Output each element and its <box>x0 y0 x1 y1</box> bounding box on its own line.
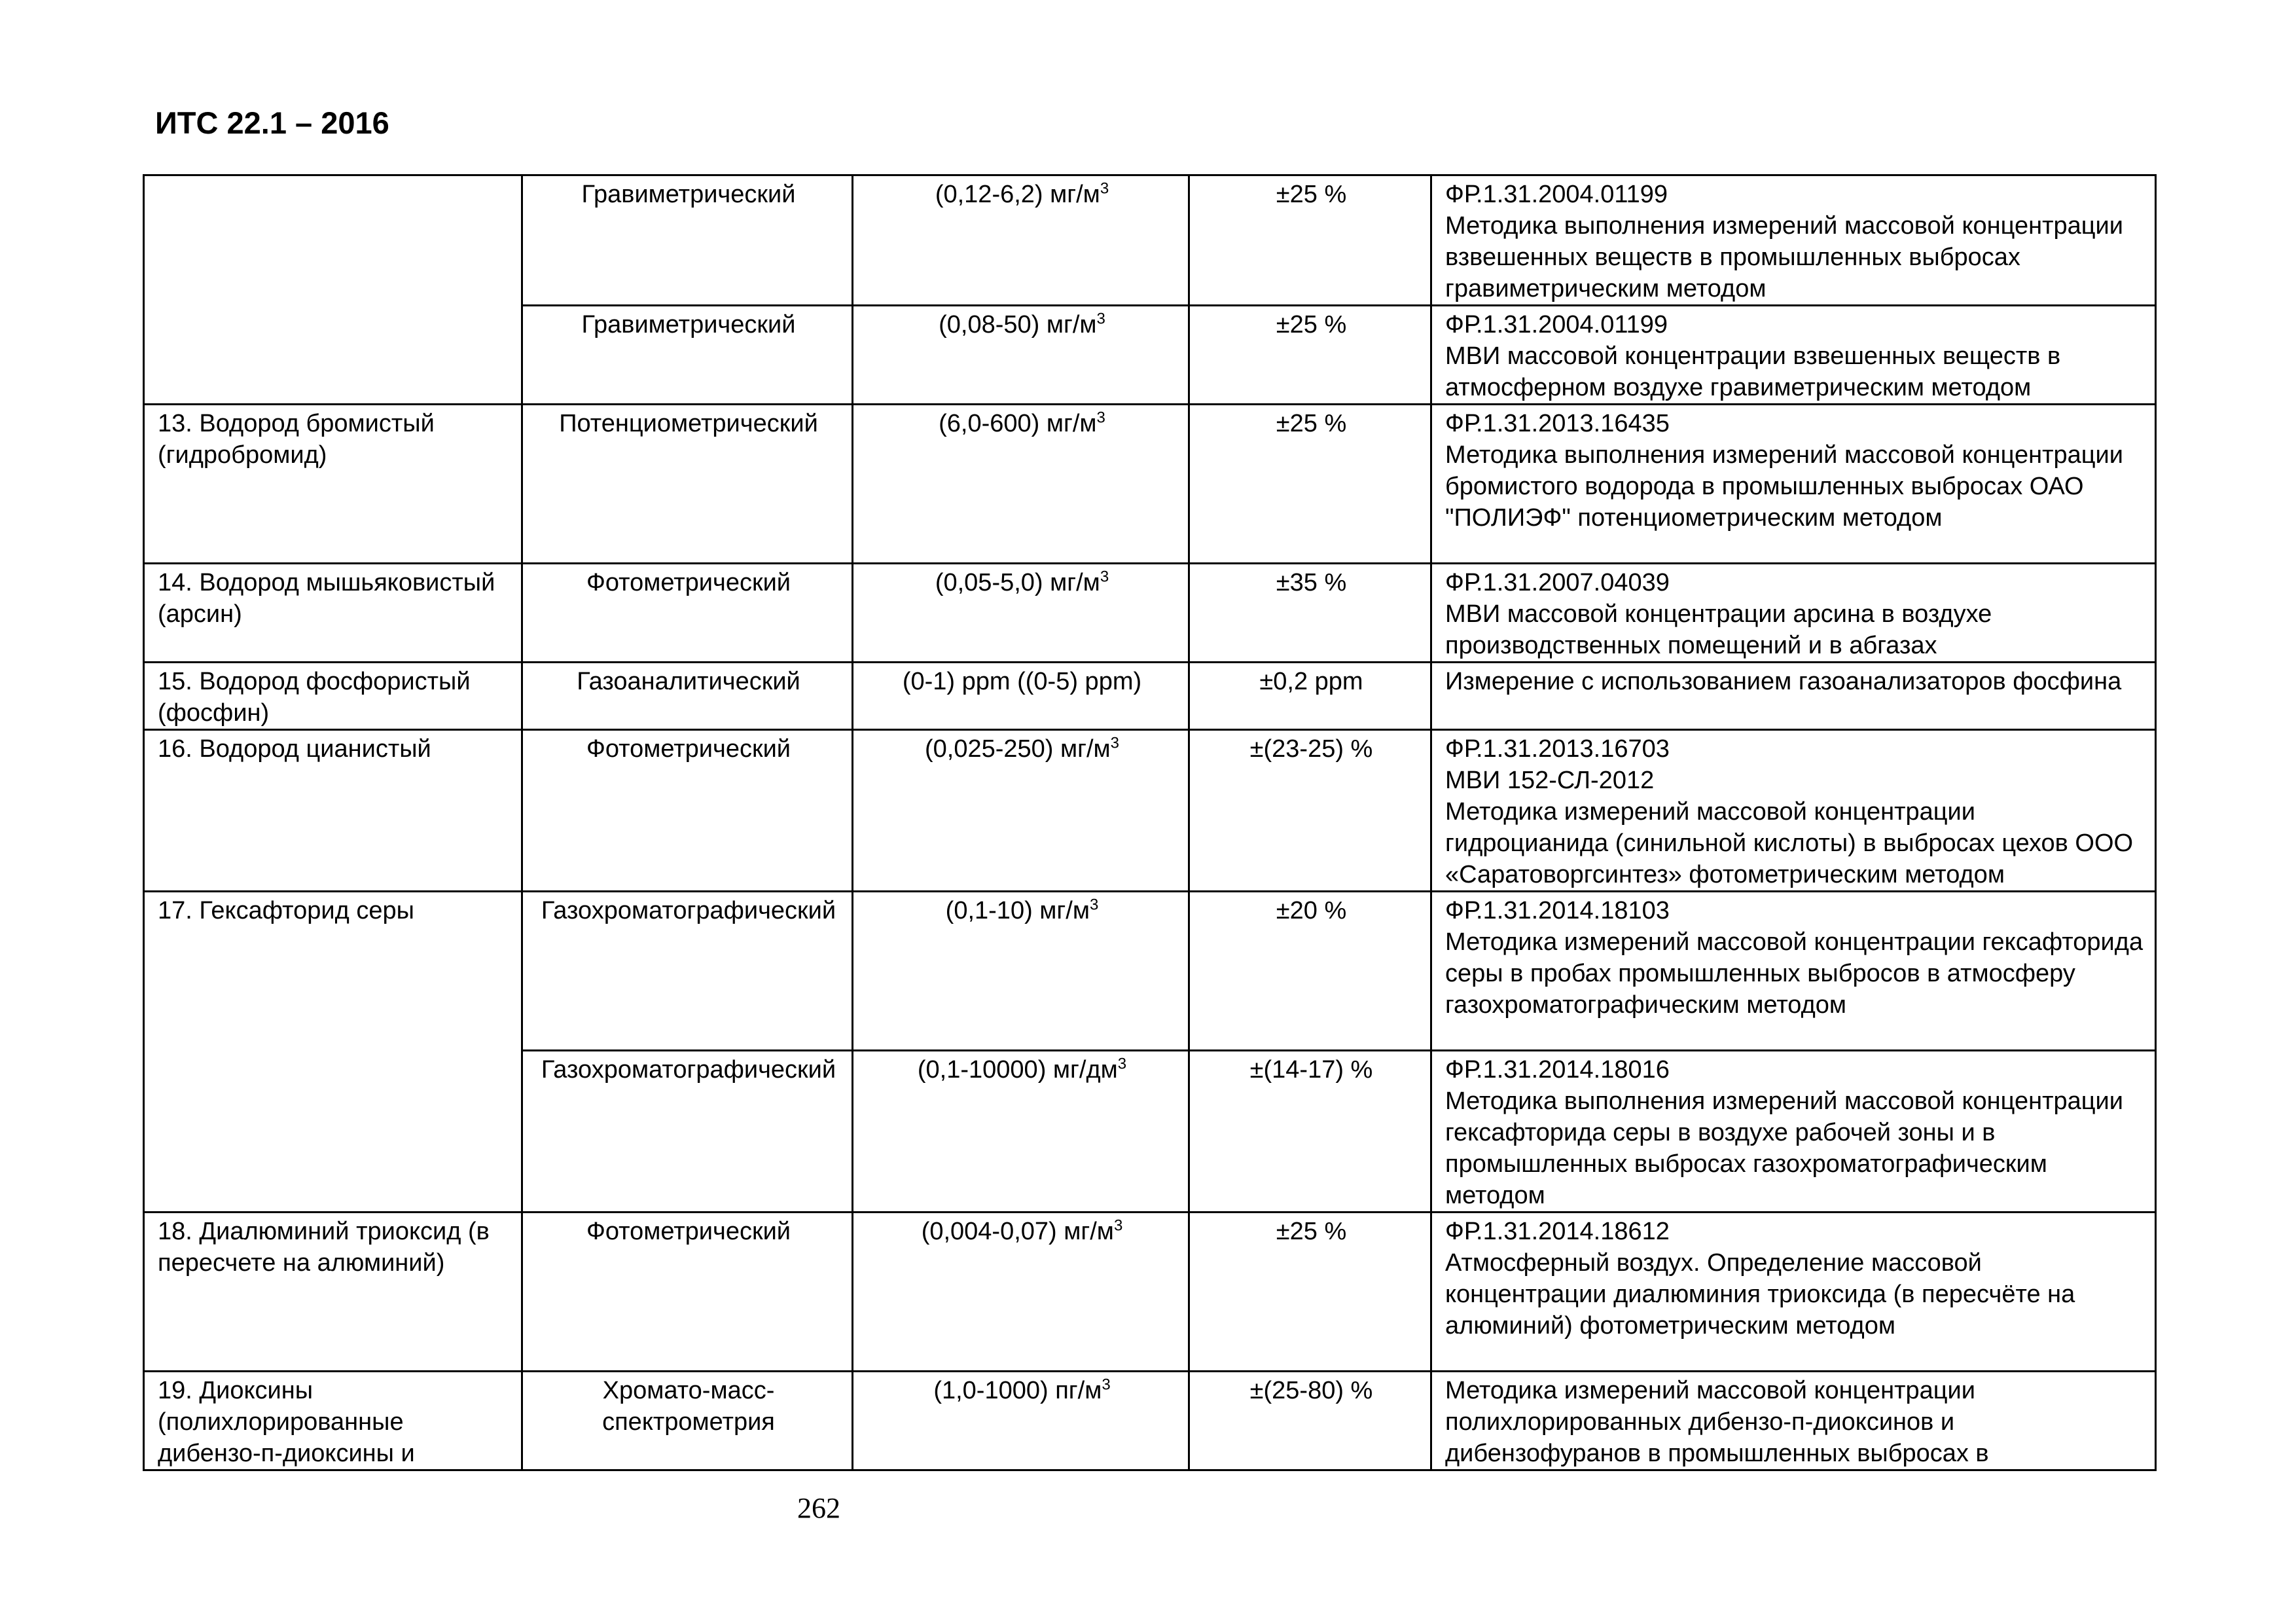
range-cell: (0,12-6,2) $мг/м^3$ <box>853 175 1189 306</box>
reference-cell: ФР.1.31.2014.18016 Методика выполнения измерений массовой концентрации гексафторида серы в воздухе рабочей зоны и в промышленных выбросах газохроматографическим методом <box>1431 1051 2156 1213</box>
range-cell: (0,1-10) $мг/м^3$ <box>853 892 1189 1051</box>
table-row <box>144 175 2156 306</box>
reference-cell: ФР.1.31.2007.04039 МВИ массовой концентрации арсина в воздухе производственных помещений и в абгазах <box>1431 564 2156 663</box>
range-cell: (0,004-0,07) $мг/м^3$ <box>853 1213 1189 1372</box>
reference-cell: ФР.1.31.2004.01199 Методика выполнения измерений массовой концентрации взвешенных веществ в промышленных выбросах гравиметрическим методом <box>1431 175 2156 306</box>
method-cell: Газоаналитический <box>522 663 853 730</box>
table-row <box>144 730 2156 892</box>
error-cell: ±0,2 ppm <box>1189 663 1431 730</box>
reference-cell: ФР.1.31.2014.18612 Атмосферный воздух. Определение массовой концентрации диалюминия триоксида (в пересчёте на алюминий) фотометрическим методом <box>1431 1213 2156 1372</box>
table-row <box>144 564 2156 663</box>
error-cell: ±(14-17) % <box>1189 1051 1431 1213</box>
substance-cell: 18. Диалюминий триоксид (в пересчете на алюминий) <box>144 1213 522 1372</box>
substance-cell: 15. Водород фосфористый (фосфин) <box>144 663 522 730</box>
range-cell: (0,1-10000) $мг/дм^3$ <box>853 1051 1189 1213</box>
error-cell: ±25 % <box>1189 306 1431 405</box>
error-cell: ±(25-80) % <box>1189 1372 1431 1470</box>
range-cell: (0-1) ppm ((0-5) ppm) <box>853 663 1189 730</box>
table-row <box>144 892 2156 1051</box>
range-cell: (0,08-50) $мг/м^3$ <box>853 306 1189 405</box>
page-number: 262 <box>797 1492 840 1524</box>
method-cell: Гравиметрический <box>522 306 853 405</box>
reference-cell: Методика измерений массовой концентрации полихлорированных дибензо-п-диоксинов и дибензофуранов в промышленных выбросах в <box>1431 1372 2156 1470</box>
document-header: ИТС 22.1 – 2016 <box>155 105 389 140</box>
range-cell: (0,05-5,0) $мг/м^3$ <box>853 564 1189 663</box>
method-cell: Гравиметрический <box>522 175 853 306</box>
substance-cell <box>144 175 522 405</box>
error-cell: ±35 % <box>1189 564 1431 663</box>
error-cell: ±25 % <box>1189 1213 1431 1372</box>
substance-cell: 13. Водород бромистый (гидробромид) <box>144 405 522 564</box>
range-cell: (6,0-600) $мг/м^3$ <box>853 405 1189 564</box>
measurement-methods-table <box>143 174 2157 1471</box>
range-cell: (0,025-250) $мг/м^3$ <box>853 730 1189 892</box>
table-row <box>144 405 2156 564</box>
reference-cell: ФР.1.31.2013.16435 Методика выполнения измерений массовой концентрации бромистого водорода в промышленных выбросах ОАО "ПОЛИЭФ" потенциометрическим методом <box>1431 405 2156 564</box>
table-row <box>144 1372 2156 1470</box>
substance-cell: 16. Водород цианистый <box>144 730 522 892</box>
reference-cell: ФР.1.31.2013.16703 МВИ 152-СЛ-2012 Методика измерений массовой концентрации гидроцианида (синильной кислоты) в выбросах цехов ООО «Саратоворгсинтез» фотометрическим методом <box>1431 730 2156 892</box>
method-cell: Фотометрический <box>522 730 853 892</box>
reference-cell: ФР.1.31.2004.01199 МВИ массовой концентрации взвешенных веществ в атмосферном воздухе гравиметрическим методом <box>1431 306 2156 405</box>
substance-cell: 14. Водород мышьяковистый (арсин) <box>144 564 522 663</box>
error-cell: ±20 % <box>1189 892 1431 1051</box>
method-cell: Фотометрический <box>522 564 853 663</box>
error-cell: ±25 % <box>1189 405 1431 564</box>
substance-cell: 17. Гексафторид серы <box>144 892 522 1213</box>
method-cell: Газохроматографический <box>522 892 853 1051</box>
reference-cell: Измерение с использованием газоанализаторов фосфина <box>1431 663 2156 730</box>
error-cell: ±(23-25) % <box>1189 730 1431 892</box>
table-row <box>144 663 2156 730</box>
range-cell: (1,0-1000) $пг/м^3$ <box>853 1372 1189 1470</box>
method-cell: Потенциометрический <box>522 405 853 564</box>
method-cell: Хромато-масс-спектрометрия <box>522 1372 853 1470</box>
table-row <box>144 1213 2156 1372</box>
substance-cell: 19. Диоксины (полихлорированные дибензо-п-диоксины и <box>144 1372 522 1470</box>
reference-cell: ФР.1.31.2014.18103 Методика измерений массовой концентрации гексафторида серы в пробах промышленных выбросов в атмосферу газохроматографическим методом <box>1431 892 2156 1051</box>
method-cell: Фотометрический <box>522 1213 853 1372</box>
method-cell: Газохроматографический <box>522 1051 853 1213</box>
error-cell: ±25 % <box>1189 175 1431 306</box>
